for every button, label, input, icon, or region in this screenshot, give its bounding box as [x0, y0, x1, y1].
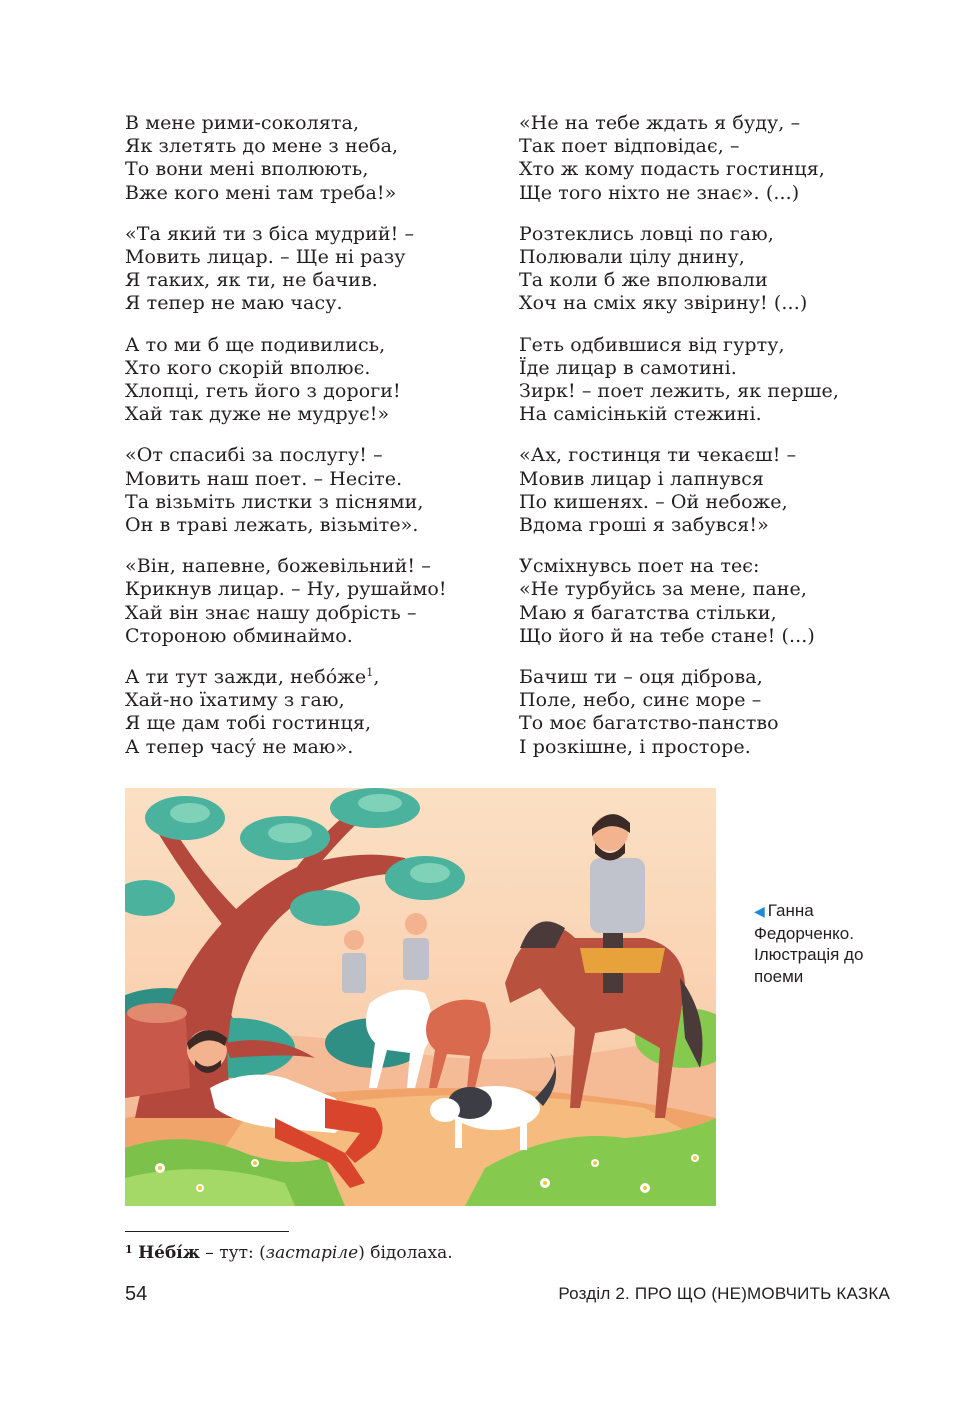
caption-line: поеми — [754, 966, 804, 986]
triangle-left-icon: ◀ — [754, 903, 765, 919]
caption-line: Федорченко. — [754, 923, 854, 943]
illustration-caption — [754, 900, 904, 987]
poem-line: «Не на тебе ждать я буду, – — [519, 112, 801, 134]
poem-line: Що його й на тебе стане! (...) — [519, 624, 815, 647]
stanza — [519, 666, 899, 759]
stanza — [519, 223, 899, 316]
poem-line-text: А ти тут зажди, небо́же — [125, 666, 367, 689]
stanza — [519, 112, 899, 205]
poem-line: А то ми б ще подивились, — [125, 333, 386, 356]
footnote-term: Не́бі́ж — [138, 1243, 200, 1263]
poem-line: А ти тут зажди, $небо́же^1$, — [125, 666, 380, 689]
stanza — [519, 444, 899, 537]
poem-line: Їде лицар в самотині. — [519, 356, 737, 379]
stanza — [519, 555, 899, 648]
poem-left-column — [125, 112, 505, 777]
caption-line — [754, 900, 904, 923]
poem-line: Маю я багатства стільки, — [519, 601, 777, 624]
poem-line: Так поет відповідає, – — [519, 135, 740, 158]
saddle — [580, 948, 665, 973]
poem-line: Хай так дуже не мудрує!» — [125, 403, 390, 426]
stanza — [125, 666, 505, 759]
poem-line: Хто кого скорій вполює. — [125, 356, 371, 379]
poem-line: Полювали цілу днину, — [519, 246, 745, 269]
poem-line: В мене рими-соколята, — [125, 112, 360, 134]
poem-line: Зирк! – поет лежить, як перше, — [519, 380, 839, 403]
caption-text: Ганна — [767, 901, 814, 920]
poem-line: Я таких, як ти, не бачив. — [125, 269, 378, 292]
footnote-definition: ) бідолаха. — [358, 1243, 453, 1263]
footnote-dash: – тут: ( — [199, 1243, 266, 1263]
poem-line: То вони мені вполюють, — [125, 158, 369, 181]
poem-line: Я тепер не маю часу. — [125, 292, 343, 315]
poem-line: «Не турбуйсь за мене, пане, — [519, 578, 808, 601]
poem-line: Он в траві лежать, візьміте». — [125, 514, 419, 537]
poem-line: Стороною обминаймо. — [125, 624, 353, 647]
poem-line: Мовить лицар. – Ще ні разу — [125, 246, 406, 269]
poem-line: Як злетять до мене з неба, — [125, 135, 399, 158]
poem-line: «От спасибі за послугу! – — [125, 444, 383, 467]
poem-line: Та візьміть листки з піснями, — [125, 490, 424, 513]
poem-line: Розтеклись ловці по гаю, — [519, 222, 774, 245]
poem-line: І розкішне, і просторе. — [519, 735, 751, 758]
footnote — [125, 1238, 453, 1265]
poem-line: Хай він знає нашу добрість – — [125, 601, 417, 624]
poem-line: Хто ж кому подасть гостинця, — [519, 158, 825, 181]
stanza — [519, 334, 899, 427]
stanza — [125, 555, 505, 648]
poem-line: «Та який ти з біса мудрий! – — [125, 222, 415, 245]
poem-line: Вдома гроші я забувся!» — [519, 514, 769, 537]
poem-line: Усміхнувсь поет на теє: — [519, 555, 760, 578]
poem-line: Та коли б же вполювали — [519, 269, 768, 292]
stanza — [125, 223, 505, 316]
poem-line: Бачиш ти – оця діброва, — [519, 666, 763, 689]
poem-line: Мовить наш поет. – Несіте. — [125, 467, 403, 490]
poem-line: По кишенях. – Ой небоже, — [519, 490, 788, 513]
poem-line: Крикнув лицар. – Ну, рушаймо! — [125, 578, 447, 601]
poem-line: Ще того ніхто не знає». (...) — [519, 181, 800, 204]
poem-line: На самісінькій стежині. — [519, 403, 762, 426]
poem-line: «Ах, гостинця ти чекаєш! – — [519, 444, 797, 467]
footnote-marker: 1 — [366, 666, 374, 680]
poem-line: То моє багатство-панство — [519, 712, 779, 735]
poem-line: Я ще дам тобі гостинця, — [125, 712, 372, 735]
section-title: Розділ 2. ПРО ЩО (НЕ)МОВЧИТЬ КАЗКА — [558, 1284, 890, 1303]
poem-line: Геть одбившися від гурту, — [519, 333, 785, 356]
footnote-divider — [125, 1231, 289, 1232]
poem-line: Хлопці, геть його з дороги! — [125, 380, 401, 403]
stanza — [125, 112, 505, 205]
poem-line: Хай-но їхатиму з гаю, — [125, 689, 345, 712]
poem-right-column — [519, 112, 899, 777]
poem-line: Хоч на сміх яку звірину! (...) — [519, 292, 808, 315]
poem-line: Поле, небо, синє море – — [519, 689, 762, 712]
footnote-note: застаріле — [265, 1243, 359, 1263]
poem-illustration — [125, 788, 716, 1206]
footnote-marker: 1 — [125, 1243, 133, 1256]
stanza — [125, 444, 505, 537]
poem-line: Мовив лицар і лапнувся — [519, 467, 765, 490]
tree-stump-top — [127, 1003, 187, 1023]
poem-line: Вже кого мені там треба!» — [125, 181, 397, 204]
caption-line: Ілюстрація до — [754, 945, 864, 964]
page-number: 54 — [125, 1283, 148, 1305]
poem-line: А тепер часу́ не маю». — [125, 735, 354, 758]
stanza — [125, 334, 505, 427]
poem-line: «Він, напевне, божевільний! – — [125, 555, 431, 578]
